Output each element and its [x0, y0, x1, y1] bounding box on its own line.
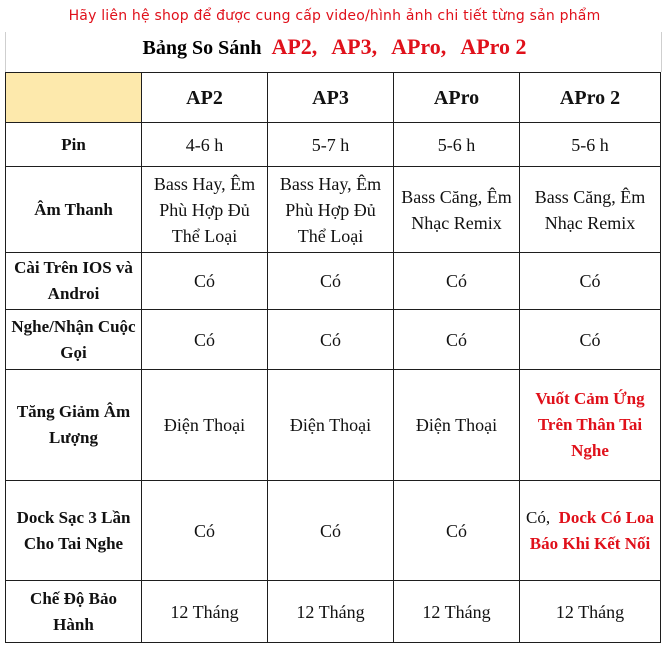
page-title [0, 34, 669, 60]
title-model: AP2, [271, 34, 318, 59]
table-cell: Có [520, 310, 661, 370]
table-cell: Bass Hay, Êm Phù Hợp Đủ Thể Loại [142, 167, 268, 253]
row-label: Pin [6, 123, 142, 167]
column-header: APro [394, 73, 520, 123]
table-row [6, 370, 661, 481]
title-prefix: Bảng So Sánh [142, 37, 262, 59]
row-label: Cài Trên IOS và Androi [6, 253, 142, 310]
table-cell: Có [142, 310, 268, 370]
table-cell: 12 Tháng [268, 581, 394, 643]
table-row [6, 123, 661, 167]
table-cell: 5-6 h [520, 123, 661, 167]
table-cell: Có [268, 481, 394, 581]
contact-notice: Hãy liên hệ shop để được cung cấp video/hình ảnh chi tiết từng sản phẩm [68, 8, 601, 24]
table-cell: 4-6 h [142, 123, 268, 167]
title-model: AP3, [331, 34, 378, 59]
table-cell: Có [394, 310, 520, 370]
header-row [6, 73, 661, 123]
column-header: AP2 [142, 73, 268, 123]
column-header: APro 2 [520, 73, 661, 123]
table-cell: Có [268, 253, 394, 310]
table-cell: 12 Tháng [394, 581, 520, 643]
row-label: Tăng Giảm Âm Lượng [6, 370, 142, 481]
table-cell: 5-7 h [268, 123, 394, 167]
table-row [6, 481, 661, 581]
table-cell: Bass Căng, Êm Nhạc Remix [394, 167, 520, 253]
table-cell: Điện Thoại [142, 370, 268, 481]
table-cell: Điện Thoại [394, 370, 520, 481]
table-cell: 5-6 h [394, 123, 520, 167]
highlight-cell: Vuốt Cảm Ứng Trên Thân Tai Nghe [520, 370, 661, 481]
row-label: Dock Sạc 3 Lần Cho Tai Nghe [6, 481, 142, 581]
row-label: Nghe/Nhận Cuộc Gọi [6, 310, 142, 370]
cell-prefix: Có, [526, 507, 551, 527]
table-cell: Điện Thoại [268, 370, 394, 481]
row-label: Chế Độ Bảo Hành [6, 581, 142, 643]
column-header: AP3 [268, 73, 394, 123]
table-cell: Có [142, 481, 268, 581]
row-label: Âm Thanh [6, 167, 142, 253]
table-cell: Bass Căng, Êm Nhạc Remix [520, 167, 661, 253]
table-cell: Có [142, 253, 268, 310]
table-row [6, 167, 661, 253]
corner-cell [6, 73, 142, 123]
table-row [6, 310, 661, 370]
table-row [6, 253, 661, 310]
title-models [271, 34, 526, 59]
table-cell: Có [268, 310, 394, 370]
table-cell: Có [394, 481, 520, 581]
comparison-table [5, 72, 661, 643]
table-cell: 12 Tháng [142, 581, 268, 643]
table-cell: Bass Hay, Êm Phù Hợp Đủ Thể Loại [268, 167, 394, 253]
table-row [6, 581, 661, 643]
title-model: APro, [391, 34, 447, 59]
table-cell: Có [394, 253, 520, 310]
table-cell [520, 481, 661, 581]
cell-highlight: Dock Có Loa Báo Khi Kết Nối [529, 507, 654, 553]
table-cell: Có [520, 253, 661, 310]
title-model: APro 2 [460, 34, 527, 59]
table-cell: 12 Tháng [520, 581, 661, 643]
